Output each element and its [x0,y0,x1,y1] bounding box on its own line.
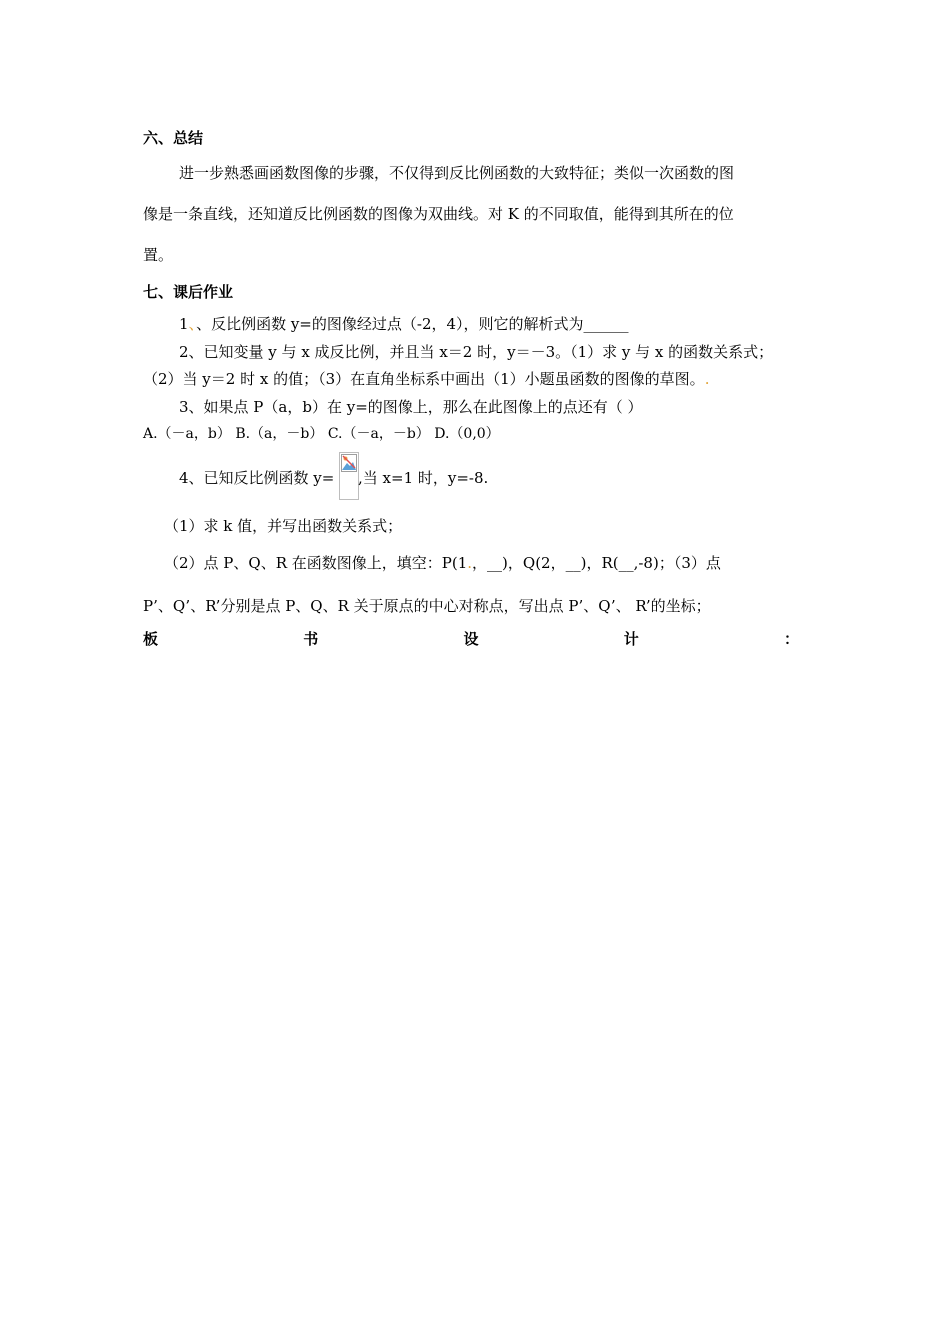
question-2-line2-text: （2）当 y＝2 时 x 的值；（3）在直角坐标系中画出（1）小题虽函数的图像的草图。 [143,370,705,388]
broken-image-placeholder [339,452,359,500]
question-4-sub3: P’、Q’、R’分别是点 P、Q、R 关于原点的中心对称点，写出点 P’、Q’、 R’的坐标； [143,597,711,615]
board-char-5: ： [783,630,799,648]
question-4-stem-b: ,当 x=1 时，y=-8. [358,469,489,487]
question-4-sub1: （1）求 k 值，并写出函数关系式； [164,517,403,535]
board-char-4: 计 [623,630,639,648]
question-2-line2 [143,369,709,389]
question-4-sub2-text-b: ，__)，Q(2，__)，R(__,-8)；（3）点 [472,554,721,572]
summary-para-line1: 进一步熟悉画函数图像的步骤，不仅得到反比例函数的大致特征；类似一次函数的图 [179,164,735,182]
question-3-options: A.（－a，b） B.（a，－b） C.（－a，－b） D.（0,0） [143,426,500,442]
question-3-line1: 3、如果点 P（a，b）在 y=的图像上，那么在此图像上的点还有（ ） [179,398,643,416]
board-char-2: 书 [303,630,319,648]
image-icon [341,454,357,472]
board-design-heading [143,628,799,649]
question-4-sub2 [164,553,721,573]
board-char-3: 设 [463,630,479,648]
question-1 [179,314,629,334]
question-4-stem-a: 4、已知反比例函数 y= [179,469,335,487]
question-2-line1: 2、已知变量 y 与 x 成反比例，并且当 x＝2 时，y＝－3。（1）求 y 与 x 的函数关系式； [179,343,774,361]
summary-para-line3: 置。 [143,246,174,264]
summary-para-line2: 像是一条直线，还知道反比例函数的图像为双曲线。对 K 的不同取值，能得到其所在的位 [143,205,734,223]
question-1-number: 1 [179,315,189,333]
question-2-mark: . [704,370,710,388]
summary-heading: 六、总结 [143,129,204,147]
homework-heading: 七、课后作业 [143,283,234,301]
question-4-sub2-text-a: （2）点 P、Q、R 在函数图像上，填空：P(1 [164,554,468,572]
board-char-1: 板 [143,630,159,648]
question-1-mark: 、 [188,315,197,333]
question-1-text: 、反比例函数 y=的图像经过点（-2，4），则它的解析式为______ [196,315,629,333]
question-4-sub2-mark: . [467,554,473,572]
